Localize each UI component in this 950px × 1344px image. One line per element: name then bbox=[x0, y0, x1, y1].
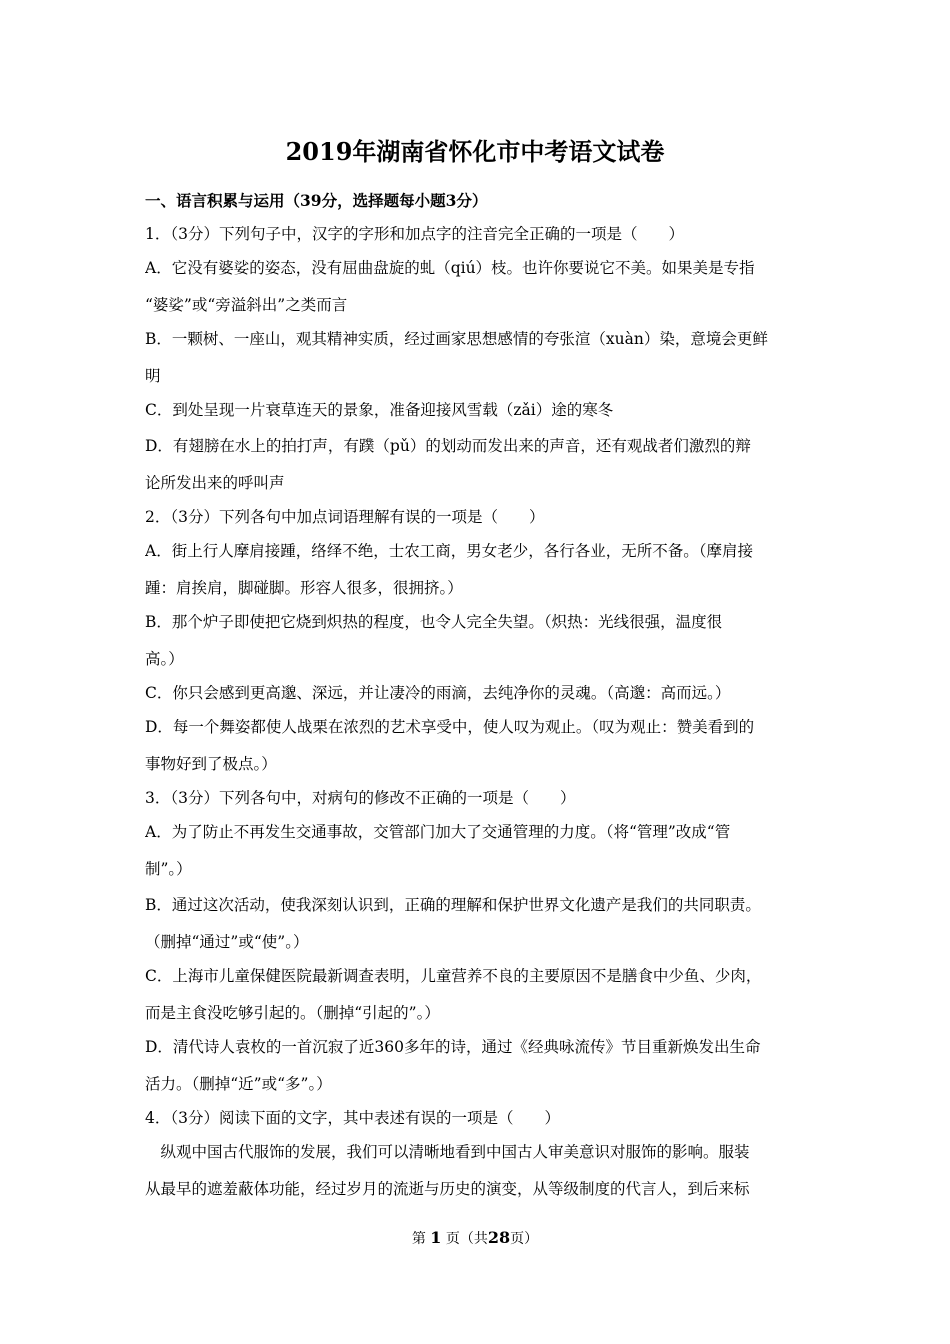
footer-suffix: 页） bbox=[510, 1231, 539, 1247]
section-heading: 一、语言积累与运用（39分，选择题每小题3分） bbox=[145, 191, 488, 210]
text-line: “婆娑”或“旁溢斜出”之类而言 bbox=[145, 296, 348, 314]
text-line: 1．（3分）下列句子中，汉字的字形和加点字的注音完全正确的一项是（ ） bbox=[145, 225, 684, 243]
text-line: B．通过这次活动，使我深刻认识到，正确的理解和保护世界文化遗产是我们的共同职责。 bbox=[145, 896, 761, 914]
text-line: D．有翅膀在水上的拍打声，有蹼（pǔ）的划动而发出来的声音，还有观战者们激烈的辩 bbox=[145, 437, 751, 455]
text-line: 论所发出来的呼叫声 bbox=[145, 474, 285, 492]
footer-total-pages: 28 bbox=[487, 1228, 511, 1247]
text-line: D．清代诗人袁枚的一首沉寂了近360多年的诗，通过《经典咏流传》节目重新焕发出生命 bbox=[145, 1038, 761, 1056]
footer-prefix: 第 bbox=[411, 1231, 426, 1247]
text-line: （删掉“通过”或“使”。） bbox=[145, 933, 309, 951]
text-line: A．为了防止不再发生交通事故，交管部门加大了交通管理的力度。（将“管理”改成“管 bbox=[145, 823, 731, 841]
footer-middle: 页（共 bbox=[445, 1231, 488, 1247]
text-line: A．街上行人摩肩接踵，络绎不绝，士农工商，男女老少，各行各业，无所不备。（摩肩接 bbox=[145, 542, 753, 560]
text-line: 高。） bbox=[145, 650, 184, 668]
text-line: 踵：肩挨肩，脚碰脚。形容人很多，很拥挤。） bbox=[145, 579, 463, 597]
text-line: 2．（3分）下列各句中加点词语理解有误的一项是（ ） bbox=[145, 508, 545, 526]
text-line: 从最早的遮羞蔽体功能，经过岁月的流逝与历史的演变，从等级制度的代言人，到后来标 bbox=[145, 1180, 750, 1198]
text-line: A．它没有婆娑的姿态，没有屈曲盘旋的虬（qiú）枝。也许你要说它不美。如果美是专指 bbox=[145, 259, 755, 277]
text-line: C．上海市儿童保健医院最新调查表明，儿童营养不良的主要原因不是膳食中少鱼、少肉， bbox=[145, 967, 762, 985]
text-line: 纵观中国古代服饰的发展，我们可以清晰地看到中国古人审美意识对服饰的影响。服装 bbox=[145, 1143, 750, 1161]
text-line: C．到处呈现一片衰草连天的景象，准备迎接风雪载（zǎi）途的寒冬 bbox=[145, 401, 614, 419]
text-line: 明 bbox=[145, 367, 161, 385]
text-line: 而是主食没吃够引起的。（删掉“引起的”。） bbox=[145, 1004, 440, 1022]
footer-page-number: 1 bbox=[430, 1228, 442, 1247]
text-line: 事物好到了极点。） bbox=[145, 755, 277, 773]
text-line: 制”。） bbox=[145, 860, 192, 878]
text-line: D．每一个舞姿都使人战栗在浓烈的艺术享受中，使人叹为观止。（叹为观止：赞美看到的 bbox=[145, 718, 755, 736]
page-title: 2019年湖南省怀化市中考语文试卷 bbox=[285, 137, 665, 166]
text-line: B．一颗树、一座山，观其精神实质，经过画家思想感情的夸张渲（xuàn）染，意境会更鲜 bbox=[145, 330, 768, 348]
text-line: 活力。（删掉“近”或“多”。） bbox=[145, 1075, 332, 1093]
text-line: B．那个炉子即使把它烧到炽热的程度，也令人完全失望。（炽热：光线很强，温度很 bbox=[145, 613, 723, 631]
text-line: C．你只会感到更高邈、深远，并让凄冷的雨滴，去纯净你的灵魂。（高邈：高而远。） bbox=[145, 684, 731, 702]
text-line: 3．（3分）下列各句中，对病句的修改不正确的一项是（ ） bbox=[145, 789, 576, 807]
text-line: 4．（3分）阅读下面的文字，其中表述有误的一项是（ ） bbox=[145, 1109, 560, 1127]
page-footer bbox=[0, 1228, 950, 1248]
